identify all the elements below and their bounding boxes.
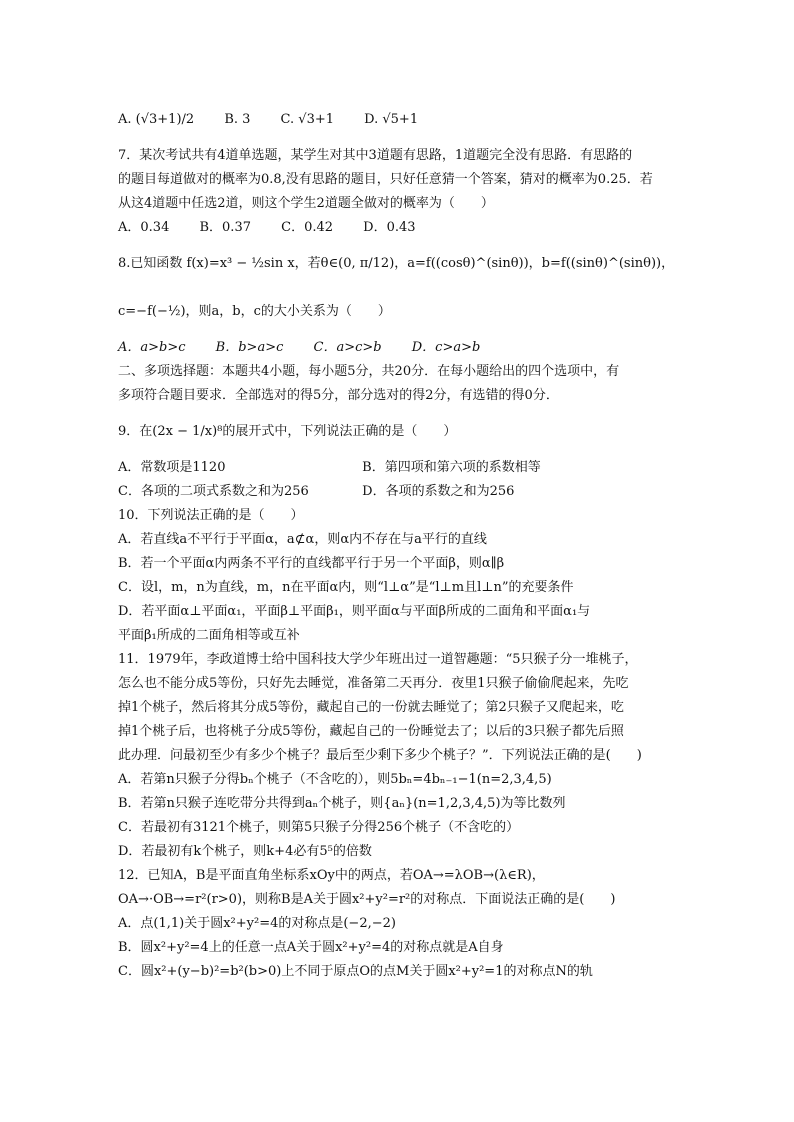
q7-options [118, 216, 678, 240]
q11-line-3: 掉1个桃子，然后将其分成5等份，藏起自己的一份就去睡觉了；第2只猴子又爬起来，吃 [118, 700, 624, 715]
question-7 [118, 144, 678, 240]
q9-options-row-1 [118, 456, 678, 480]
q6-option-d: D. √5+1 [364, 112, 419, 127]
q7-option-b: B．0.37 [199, 220, 251, 235]
q9-option-a: A．常数项是1120 [118, 460, 226, 475]
q10-option-d-cont: 平面β₁所成的二面角相等或互补 [118, 628, 300, 643]
question-8 [118, 240, 678, 360]
q12-option-b: B．圆x²+y²=4上的任意一点A关于圆x²+y²=4的对称点就是A自身 [118, 940, 504, 955]
q7-line-2: 的题目每道做对的概率为0.8,没有思路的题目，只好任意猜一个答案，猜对的概率为0.25．若 [118, 172, 653, 187]
q9-stem: 9．在(2x − 1/x)⁸的展开式中，下列说法正确的是（ ） [118, 424, 457, 439]
q11-option-a: A．若第n只猴子分得bₙ个桃子（不含吃的），则5bₙ=4bₙ₋₁−1(n=2,3,4,5) [118, 772, 552, 787]
question-12 [118, 864, 678, 984]
q11-option-d: D．若最初有k个桃子，则k+4必有5⁵的倍数 [118, 844, 372, 859]
q9-options-row-2 [118, 480, 678, 504]
q6-options [118, 96, 678, 144]
q7-line-1: 7．某次考试共有4道单选题，某学生对其中3道题有思路，1道题完全没有思路．有思路的 [118, 148, 633, 163]
q9-option-b: B．第四项和第六项的系数相等 [362, 460, 541, 475]
q6-option-b: B. 3 [224, 112, 251, 127]
q11-option-b: B．若第n只猴子连吃带分共得到aₙ个桃子，则{aₙ}(n=1,2,3,4,5)为等比数列 [118, 796, 566, 811]
q12-option-c: C．圆x²+(y−b)²=b²(b>0)上不同于原点O的点M关于圆x²+y²=1的对称点N的轨 [118, 964, 593, 979]
q9-option-c: C．各项的二项式系数之和为256 [118, 484, 309, 499]
q9-option-d: D．各项的系数之和为256 [362, 484, 515, 499]
section-2-line-1: 二、多项选择题：本题共4小题，每小题5分，共20分．在每小题给出的四个选项中，有 [118, 364, 620, 379]
q11-option-c: C．若最初有3121个桃子，则第5只猴子分得256个桃子（不含吃的） [118, 820, 520, 835]
q8-line-2: c=−f(−½)，则a，b，c的大小关系为（ ） [118, 304, 391, 319]
q6-option-a: A. (√3+1)/2 [118, 112, 195, 127]
q11-line-2: 怎么也不能分成5等份，只好先去睡觉，准备第二天再分．夜里1只猴子偷偷爬起来，先吃 [118, 676, 629, 691]
question-9 [118, 408, 678, 504]
q8-option-c: C．a>c>b [313, 340, 382, 355]
q10-option-d: D．若平面α⊥平面α₁，平面β⊥平面β₁，则平面α与平面β所成的二面角和平面α₁与 [118, 604, 591, 619]
q12-option-a: A．点(1,1)关于圆x²+y²=4的对称点是(−2,−2) [118, 916, 396, 931]
section-2-line-2: 多项符合题目要求．全部选对的得5分，部分选对的得2分，有选错的得0分． [118, 388, 559, 403]
q11-line-1: 11．1979年，李政道博士给中国科技大学少年班出过一道智趣题：“5只猴子分一堆桃子， [118, 652, 638, 667]
q12-line-1: 12．已知A，B是平面直角坐标系xOy中的两点，若OA→=λOB→(λ∈R)， [118, 868, 545, 883]
section-2-heading [118, 360, 678, 408]
question-11 [118, 648, 678, 864]
q7-option-a: A．0.34 [118, 220, 170, 235]
q8-options [118, 336, 678, 360]
question-10 [118, 504, 678, 648]
q8-option-d: D．c>a>b [411, 340, 481, 355]
q10-option-a: A．若直线a不平行于平面α，a⊄α，则α内不存在与a平行的直线 [118, 532, 487, 547]
q7-line-3: 从这4道题中任选2道，则这个学生2道题全做对的概率为（ ） [118, 196, 494, 211]
q10-stem: 10．下列说法正确的是（ ） [118, 508, 304, 523]
q8-line-1: 8.已知函数 f(x)=x³ − ½sin x，若θ∈(0, π/12)，a=f((cosθ)^(sinθ))，b=f((sinθ)^(sinθ))， [118, 256, 675, 271]
q12-line-2: OA→·OB→=r²(r>0)，则称B是A关于圆x²+y²=r²的对称点．下面说法正确的是( ) [118, 892, 616, 907]
q10-option-b: B．若一个平面α内两条不平行的直线都平行于另一个平面β，则α∥β [118, 556, 505, 571]
q11-line-5: 此办理．问最初至少有多少个桃子？最后至少剩下多少个桃子？”．下列说法正确的是( ) [118, 748, 642, 763]
q10-option-c: C．设l，m，n为直线，m，n在平面α内，则“l⊥α”是“l⊥m且l⊥n”的充要条件 [118, 580, 574, 595]
q7-option-d: D．0.43 [363, 220, 416, 235]
q8-option-a: A．a>b>c [118, 340, 186, 355]
exam-content [118, 96, 678, 984]
q8-option-b: B．b>a>c [215, 340, 284, 355]
q7-option-c: C．0.42 [281, 220, 334, 235]
q6-option-c: C. √3+1 [280, 112, 335, 127]
q11-line-4: 掉1个桃子后，也将桃子分成5等份，藏起自己的一份睡觉去了；以后的3只猴子都先后照 [118, 724, 624, 739]
